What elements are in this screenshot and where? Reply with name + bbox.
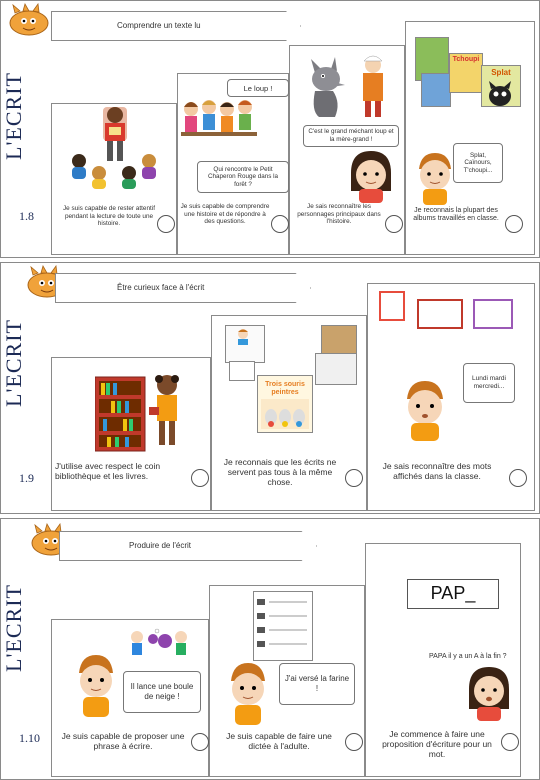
banner-title: Comprendre un texte lu xyxy=(117,21,201,30)
speech-bubble-boule-de-neige: Il lance une boule de neige ! xyxy=(123,671,201,713)
competence-1-10-b: Je suis capable de faire une dictée à l'adulte. xyxy=(226,731,332,752)
question-bubble: Qui rencontre le Petit Chaperon Rouge dans la forêt ? xyxy=(197,161,289,193)
validation-circle[interactable] xyxy=(501,733,519,751)
competence-1-10-c: Je commence à faire une proposition d'écriture pour un mot. xyxy=(382,729,492,760)
mice-illustration xyxy=(261,399,309,429)
competence-1-8-d: Je reconnais la plupart des albums travaillés en classe. xyxy=(413,207,499,223)
side-title: L'ECRIT xyxy=(1,72,26,160)
class-label-card xyxy=(473,299,513,329)
library-corner-illustration xyxy=(95,371,195,455)
validation-circle[interactable] xyxy=(505,215,523,233)
competence-1-8-b: Je suis capable de comprendre une histoire et de répondre à des questions. xyxy=(180,203,270,226)
validation-circle[interactable] xyxy=(509,469,527,487)
side-title: L'ECRIT xyxy=(1,319,26,407)
speech-bubble-albums: Splat, Caïnours, T'choupi... xyxy=(453,143,503,183)
calendar-document xyxy=(315,353,357,385)
recipe-card-document xyxy=(321,325,357,355)
validation-circle[interactable] xyxy=(345,469,363,487)
small-note-document xyxy=(229,361,255,381)
mascot-icon xyxy=(5,3,51,37)
item-number: 1.9 xyxy=(19,471,34,485)
speech-bubble-loup-mere-grand: C'est le grand méchant loup et la mère-grand ! xyxy=(303,125,399,147)
portrait-icon xyxy=(233,327,253,345)
boy-character-icon xyxy=(71,653,121,717)
girl-character-icon xyxy=(463,665,515,721)
validation-circle[interactable] xyxy=(385,215,403,233)
cat-splat-icon xyxy=(485,79,515,107)
competence-1-8-a: Je suis capable de rester attentif pendant la lecture de toute une histoire. xyxy=(62,205,155,228)
section-curieux xyxy=(0,262,540,514)
validation-circle[interactable] xyxy=(191,469,209,487)
competence-1-9-a: J'utilise avec respect le coin bibliothèque et les livres. xyxy=(55,461,161,482)
competence-1-10-a: Je suis capable de proposer une phrase à écrire. xyxy=(61,731,185,752)
album-title-trois-souris: Trois souris peintres xyxy=(265,381,305,396)
validation-circle[interactable] xyxy=(191,733,209,751)
girl-character-icon xyxy=(345,149,397,203)
banner-title: Être curieux face à l'écrit xyxy=(117,283,205,292)
snowball-characters-illustration xyxy=(129,627,193,659)
dictation-sheet-lines xyxy=(257,597,309,657)
side-title: L'ECRIT xyxy=(1,584,26,672)
competence-1-9-b: Je reconnais que les écrits ne servent pas tous à la même chose. xyxy=(223,457,337,488)
section-comprendre xyxy=(0,0,540,258)
album-cover xyxy=(421,73,451,107)
section-produire xyxy=(0,518,540,780)
validation-circle[interactable] xyxy=(271,215,289,233)
validation-circle[interactable] xyxy=(345,733,363,751)
story-circle-illustration xyxy=(65,105,165,191)
banner-title: Produire de l'écrit xyxy=(129,541,191,550)
class-label-card xyxy=(379,291,405,321)
competence-1-8-c: Je sais reconnaître les personnages principaux dans l'histoire. xyxy=(297,203,381,226)
board-text: PAP_ xyxy=(430,583,476,603)
item-number: 1.8 xyxy=(19,209,34,223)
validation-circle[interactable] xyxy=(157,215,175,233)
item-number: 1.10 xyxy=(19,731,40,745)
album-title-splat: Splat xyxy=(491,68,511,77)
wolf-grandmother-illustration xyxy=(301,53,397,119)
speech-bubble-farine: J'ai versé la farine ! xyxy=(279,663,355,705)
speech-text-papa: PAPA il y a un A à la fin ? xyxy=(429,653,507,660)
speech-bubble-le-loup: Le loup ! xyxy=(227,79,289,97)
boy-character-icon xyxy=(413,151,457,205)
album-cover-tchoupi xyxy=(449,53,483,93)
class-label-card xyxy=(417,299,463,329)
album-title-tchoupi: Tchoupi xyxy=(452,56,480,63)
boy-character-icon xyxy=(399,379,451,441)
children-group-illustration xyxy=(181,97,257,147)
competence-1-9-c: Je sais reconnaître des mots affichés dans la classe. xyxy=(382,461,492,482)
boy-character-icon xyxy=(223,661,273,725)
speech-bubble-days: Lundi mardi mercredi... xyxy=(463,363,515,403)
